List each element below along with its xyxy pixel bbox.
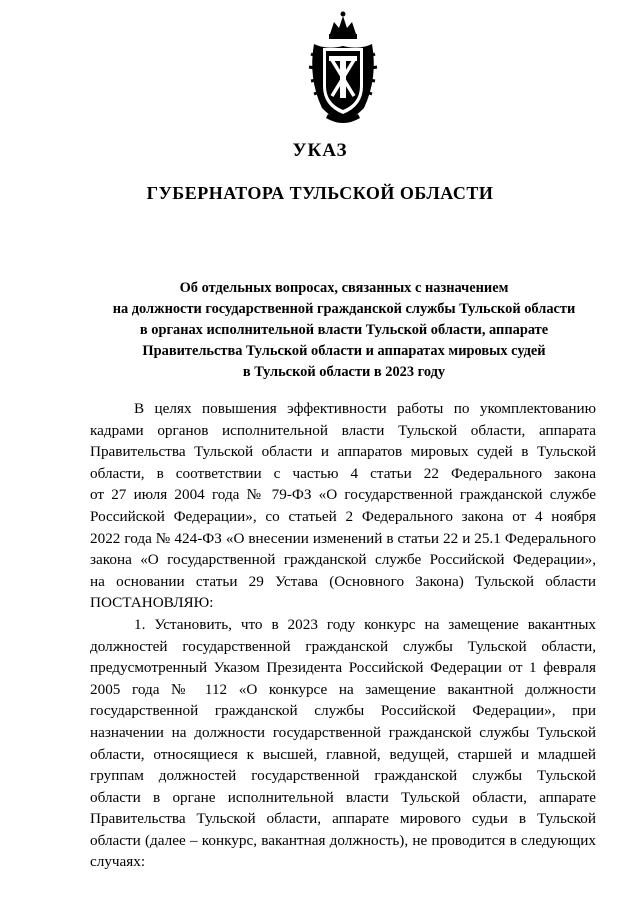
- subject-line: Об отдельных вопросах, связанных с назначением: [179, 280, 509, 296]
- body-line: Российской Федерации», со статьей 2 Федерального закона от 4 ноября: [90, 507, 596, 525]
- decree-subject: [50, 278, 638, 383]
- body-line: 2005 года № 112 «О конкурсе на замещение вакантной должности: [90, 680, 596, 698]
- body-line: должностей государственной гражданской службы Тульской области,: [90, 637, 596, 655]
- body-line: 1. Установить, что в 2023 году конкурс на замещение вакантных: [134, 615, 596, 633]
- decree-body: [90, 398, 596, 873]
- document-type-title: УКАЗ: [292, 140, 348, 161]
- body-line: кадрами органов исполнительной власти Тульской области, аппарата: [90, 421, 596, 439]
- body-line: ПОСТАНОВЛЯЮ:: [90, 594, 214, 612]
- subject-line: на должности государственной гражданской службы Тульской области: [112, 301, 576, 317]
- body-line: области (далее – конкурс, вакантная должность), не проводится в следующих: [90, 831, 596, 849]
- body-line: области, в соответствии с частью 4 статьи 22 Федерального закона: [90, 464, 596, 482]
- body-line: Правительства Тульской области и аппаратов мировых судей в Тульской: [90, 443, 596, 461]
- body-line: области в органе исполнительной власти Тульской области, аппарате: [90, 788, 596, 806]
- preamble-paragraph: [90, 398, 596, 614]
- body-line: предусмотренный Указом Президента Российской Федерации от 1 февраля: [90, 659, 596, 677]
- body-line: государственной гражданской службы Российской Федерации», при: [90, 702, 596, 720]
- body-line: назначении на должности государственной гражданской службы Тульской: [90, 723, 596, 741]
- subject-line: в Тульской области в 2023 году: [242, 364, 446, 380]
- coat-of-arms-icon: [300, 8, 386, 126]
- body-line: от 27 июля 2004 года № 79-ФЗ «О государственной гражданской службе: [90, 486, 596, 504]
- body-line: Правительства Тульской области, аппарате мирового судьи в Тульской: [90, 810, 596, 828]
- issuer-title: ГУБЕРНАТОРА ТУЛЬСКОЙ ОБЛАСТИ: [146, 183, 494, 203]
- clause-1-paragraph: [90, 614, 596, 873]
- subject-line: Правительства Тульской области и аппаратах мировых судей: [142, 343, 546, 359]
- subject-line: в органах исполнительной власти Тульской области, аппарате: [139, 322, 549, 338]
- body-line: группам должностей государственной гражданской службы Тульской: [90, 767, 596, 785]
- body-line: случаях:: [90, 853, 146, 871]
- body-line: закона «О государственной гражданской службе Российской Федерации»,: [90, 551, 596, 569]
- body-line: В целях повышения эффективности работы по укомплектованию: [134, 400, 596, 417]
- body-line: на основании статьи 29 Устава (Основного Закона) Тульской области: [90, 572, 596, 590]
- body-line: 2022 года № 424-ФЗ «О внесении изменений в статьи 22 и 25.1 Федерального: [90, 529, 596, 547]
- body-line: области, относящиеся к высшей, главной, ведущей, старшей и младшей: [90, 745, 596, 763]
